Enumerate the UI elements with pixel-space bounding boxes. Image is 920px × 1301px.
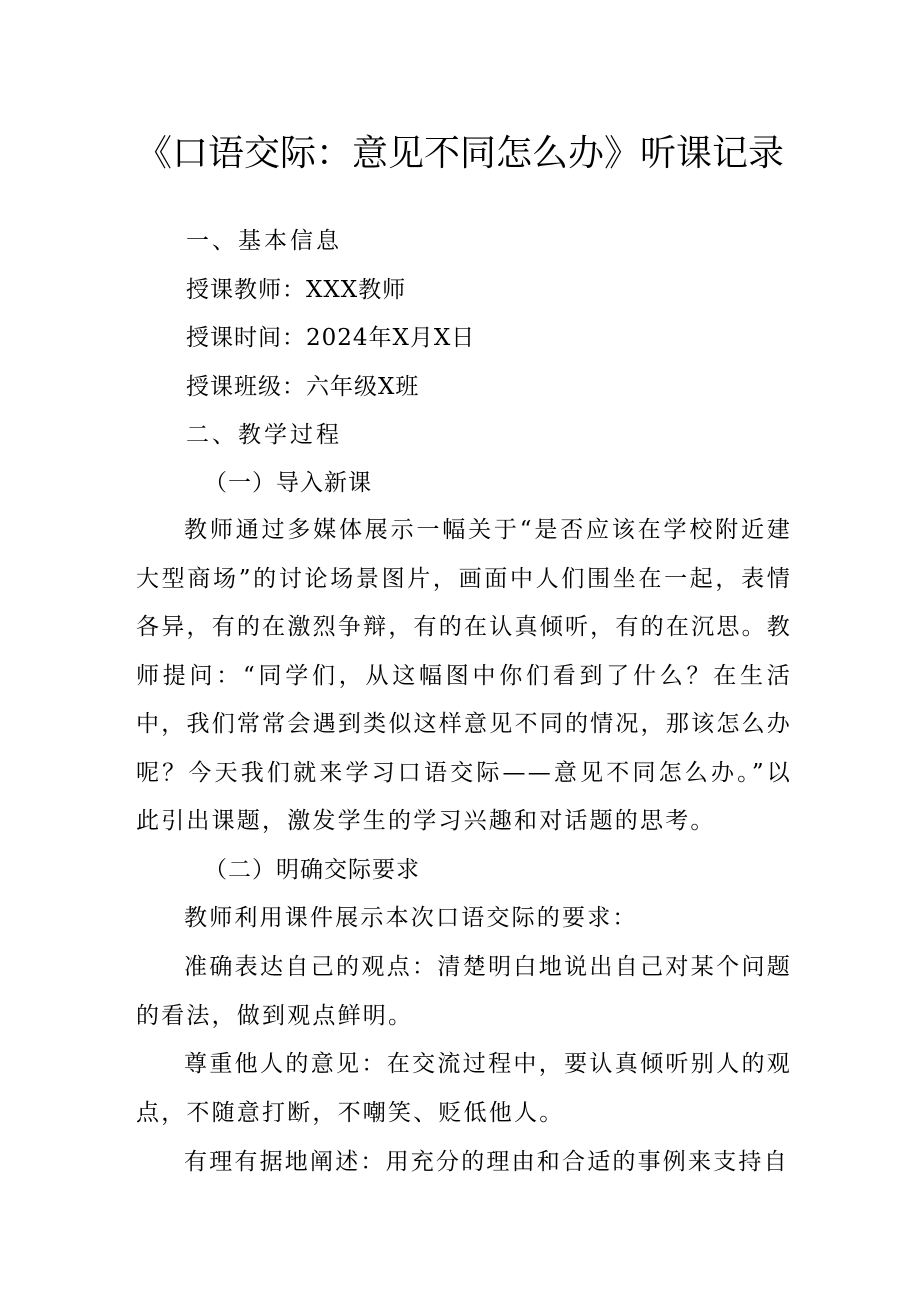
time-line: 授课时间：2024年X月X日 (186, 325, 476, 351)
requirement-express-opinion: 准确表达自己的观点：清楚明白地说出自己对某个问题的看法，做到观点鲜明。 (136, 954, 792, 1029)
section-heading-process: 二、教学过程 (186, 422, 342, 448)
subsection-heading-requirements: （二）明确交际要求 (204, 857, 420, 883)
section-heading-basic-info: 一、基本信息 (186, 228, 342, 254)
intro-paragraph: 教师通过多媒体展示一幅关于“是否应该在学校附近建大型商场”的讨论场景图片，画面中人们围坐在一起，表情各异，有的在激烈争辩，有的在认真倾听，有的在沉思。教师提问：“同学们，从这幅图中你们看到了什么？在生活中，我们常常会遇到类似这样意见不同的情况，那该怎么办呢？今天我们就来学习口语交际——意见不同怎么办。”以此引出课题，激发学生的学习兴趣和对话题的思考。 (136, 517, 792, 834)
subsection-heading-intro: （一）导入新课 (204, 470, 372, 496)
class-line: 授课班级：六年级X班 (186, 374, 420, 400)
requirement-respect-others: 尊重他人的意见：在交流过程中，要认真倾听别人的观点，不随意打断，不嘲笑、贬低他人。 (136, 1051, 792, 1126)
document-title: 《口语交际：意见不同怎么办》听课记录 (135, 133, 784, 174)
teacher-line: 授课教师：XXX教师 (186, 277, 407, 303)
requirements-intro: 教师利用课件展示本次口语交际的要求： (184, 905, 638, 931)
requirement-reasoned-argument: 有理有据地阐述：用充分的理由和合适的事例来支持自 (184, 1149, 789, 1175)
